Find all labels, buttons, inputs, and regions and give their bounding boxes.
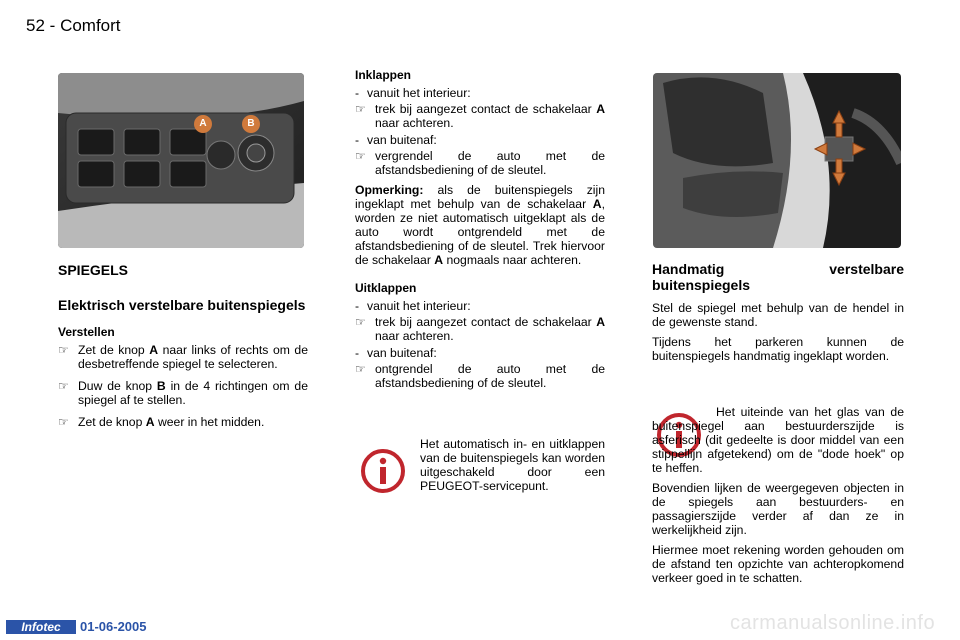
pointing-hand-icon: ☞ <box>355 149 366 163</box>
left-column <box>58 263 308 432</box>
electric-mirrors-title: Elektrisch verstelbare buitenspiegels <box>58 297 306 313</box>
switch-b-label: B <box>242 115 260 133</box>
right-info-block <box>652 405 904 591</box>
list-item: ☞ Zet de knop A naar links of rechts om de desbetreffende spiegel te selecteren. <box>58 343 308 371</box>
paragraph: Stel de spiegel met behulp van de hendel in de gewenste stand. <box>652 301 904 329</box>
footer-date: 01-06-2005 <box>80 619 147 634</box>
paragraph: Hiermee moet rekening worden gehouden om de afstand ten opzichte van achteropkomend verkeer goed in te schatten. <box>652 543 904 585</box>
pointing-hand-icon: ☞ <box>355 102 366 116</box>
manual-mirror-photo <box>653 73 901 248</box>
fold-title: Inklappen <box>355 68 412 82</box>
mirror-switch-photo <box>58 73 304 248</box>
paragraph: Tijdens het parkeren kunnen de buitenspiegels handmatig ingeklapt worden. <box>652 335 904 363</box>
list-item: ☞ trek bij aangezet contact de schakelaar A naar achteren. <box>355 315 605 343</box>
section-title: SPIEGELS <box>58 262 129 278</box>
list-item: ☞ Zet de knop A weer in het midden. <box>58 415 265 429</box>
list-item: ☞ Duw de knop B in de 4 richtingen om de spiegel af te stellen. <box>58 379 308 407</box>
list-item: ☞ trek bij aangezet contact de schakelaar A naar achteren. <box>355 102 605 130</box>
manual-mirrors-title: Handmatig verstelbare buitenspiegels <box>652 261 904 293</box>
list-item: ☞ ontgrendel de auto met de afstandsbediening of de sleutel. <box>355 362 605 390</box>
unfold-title: Uitklappen <box>355 281 417 295</box>
watermark: carmanualsonline.info <box>730 612 936 634</box>
paragraph: Het uiteinde van het glas van de buitenspiegel aan bestuurderszijde is asferisch (dit gedeelte is door middel van een stippellijn afgetekend) om de "dode hoek" op te heffen. <box>652 405 904 475</box>
list-item: - van buitenaf: <box>355 346 437 360</box>
pointing-hand-icon: ☞ <box>58 379 69 393</box>
info-icon <box>360 448 406 499</box>
paragraph: Bovendien lijken de weergegeven objecten in de spiegels aan bestuurders- en passagierszijde verder af dan ze in werkelijkheid zijn. <box>652 481 904 537</box>
list-item: - van buitenaf: <box>355 133 437 147</box>
switch-a-label: A <box>194 115 212 133</box>
middle-column <box>355 68 605 393</box>
pointing-hand-icon: ☞ <box>58 343 69 357</box>
list-item: - vanuit het interieur: <box>355 86 471 100</box>
pointing-hand-icon: ☞ <box>355 315 366 329</box>
page-number: 52 <box>26 16 45 35</box>
chapter-title: Comfort <box>60 16 121 35</box>
info-text: Het automatisch in- en uitklappen van de buitenspiegels kan worden uitgeschakeld door een PEUGEOT-servicepunt. <box>420 437 605 493</box>
right-column <box>652 261 904 369</box>
page-header <box>26 16 121 36</box>
list-item: ☞ vergrendel de auto met de afstandsbediening of de sleutel. <box>355 149 605 177</box>
note-paragraph: Opmerking: als de buitenspiegels zijn ingeklapt met behulp van de schakelaar A, worden ze niet automatisch uitgeklapt als de auto wordt ontgrendeld met de afstandsbediening of de sleutel. Trek hiervoor de schakelaar A nogmaals naar achteren. <box>355 183 605 267</box>
adjust-title: Verstellen <box>58 325 115 339</box>
list-item: - vanuit het interieur: <box>355 299 471 313</box>
pointing-hand-icon: ☞ <box>58 415 69 429</box>
infotec-logo: Infotec <box>6 620 76 634</box>
pointing-hand-icon: ☞ <box>355 362 366 376</box>
header-separator: - <box>49 16 56 35</box>
